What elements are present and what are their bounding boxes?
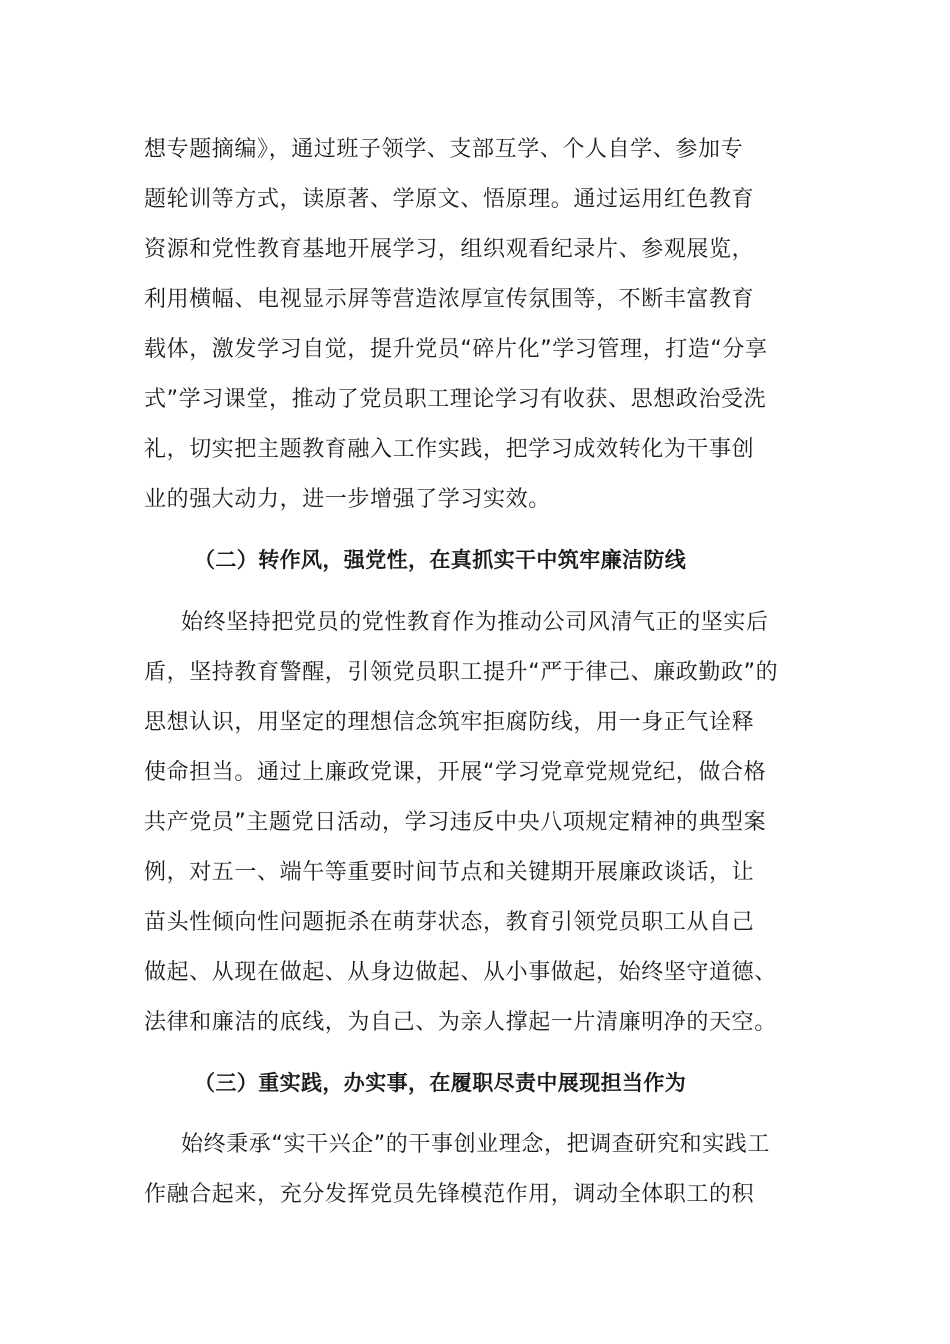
paragraph-2-line-2: 盾，坚持教育警醒，引领党员职工提升“严于律己、廉政勤政”的	[144, 660, 779, 685]
paragraph-2-line-3: 思想认识，用坚定的理想信念筑牢拒腐防线，用一身正气诠释	[144, 710, 755, 735]
paragraph-2-line-1: 始终坚持把党员的党性教育作为推动公司风清气正的坚实后	[181, 610, 769, 635]
paragraph-1-line-1: 想专题摘编》，通过班子领学、支部互学、个人自学、参加专	[144, 137, 744, 162]
paragraph-3-line-1: 始终秉承“实干兴企”的干事创业理念，把调查研究和实践工	[181, 1132, 770, 1157]
paragraph-3-line-2: 作融合起来，充分发挥党员先锋模范作用，调动全体职工的积	[144, 1182, 755, 1207]
paragraph-1-line-7: 礼，切实把主题教育融入工作实践，把学习成效转化为干事创	[144, 437, 755, 462]
paragraph-1-line-6: 式”学习课堂，推动了党员职工理论学习有收获、思想政治受洗	[144, 387, 767, 412]
paragraph-1-line-4: 利用横幅、电视显示屏等营造浓厚宣传氛围等，不断丰富教育	[144, 287, 755, 312]
paragraph-2-line-7: 苗头性倾向性问题扼杀在萌芽状态，教育引领党员职工从自己	[144, 910, 755, 935]
paragraph-2-line-8: 做起、从现在做起、从身边做起、从小事做起，始终坚守道德、	[144, 960, 777, 985]
paragraph-2-line-5: 共产党员”主题党日活动，学习违反中央八项规定精神的典型案	[144, 810, 767, 835]
paragraph-2-line-6: 例，对五一、端午等重要时间节点和关键期开展廉政谈话，让	[144, 860, 755, 885]
paragraph-2-line-9: 法律和廉洁的底线，为自己、为亲人撑起一片清廉明净的天空。	[144, 1010, 777, 1035]
paragraph-1-line-2: 题轮训等方式，读原著、学原文、悟原理。通过运用红色教育	[144, 187, 755, 212]
paragraph-2-line-4: 使命担当。通过上廉政党课，开展“学习党章党规党纪，做合格	[144, 760, 767, 785]
section-heading-3: （三）重实践，办实事，在履职尽责中展现担当作为	[194, 1071, 687, 1095]
paragraph-1-line-5: 载体，激发学习自觉，提升党员“碎片化”学习管理，打造“分享	[144, 337, 768, 362]
paragraph-1-line-3: 资源和党性教育基地开展学习，组织观看纪录片、参观展览，	[144, 237, 755, 262]
paragraph-1-line-8: 业的强大动力，进一步增强了学习实效。	[144, 487, 551, 512]
section-heading-2: （二）转作风，强党性，在真抓实干中筑牢廉洁防线	[194, 548, 687, 572]
